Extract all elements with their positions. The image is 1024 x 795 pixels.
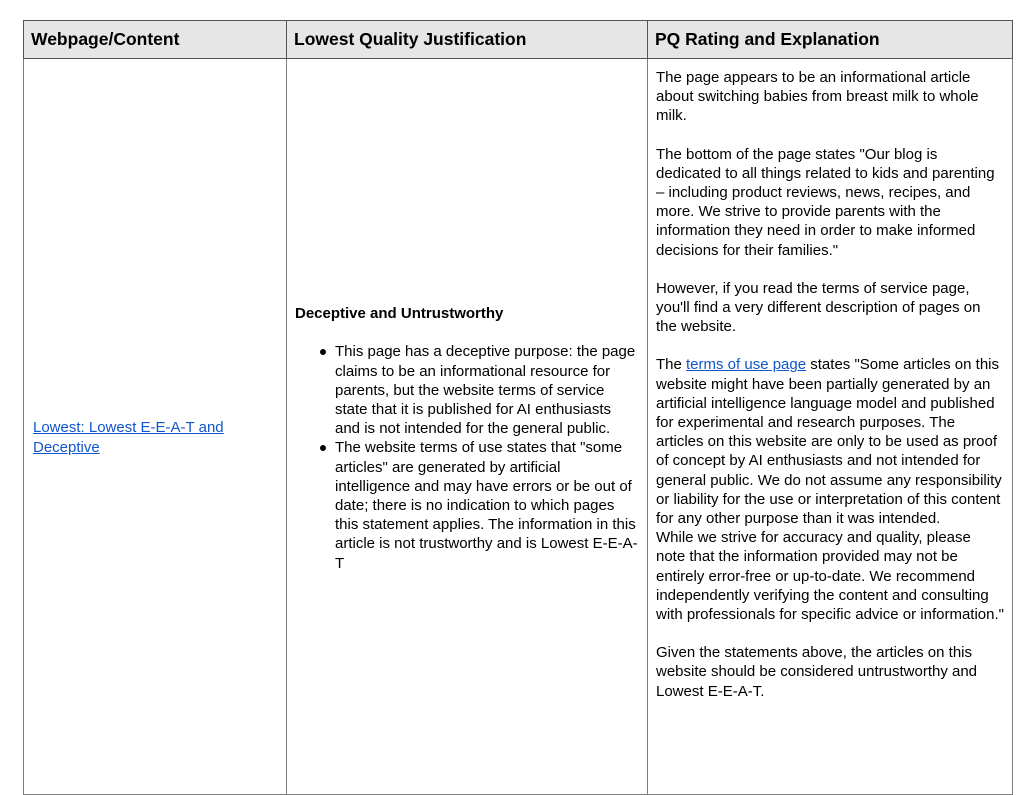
webpage-cell (24, 59, 287, 795)
justification-heading: Deceptive and Untrustworthy (295, 305, 504, 323)
table-row (24, 59, 1013, 795)
terms-quote-continuation: While we strive for accuracy and quality, please note that the information provided may not be entirely error-free or up-to-date. We recommend independently verifying the content and consulting with professionals for specific advice or information." (656, 529, 1004, 624)
justification-cell (287, 59, 648, 795)
terms-quote-text: states "Some articles on this website might have been partially generated by an artificial intelligence language model and published for experimental and research purposes. The articles on this website are only to be used as proof of concept by AI enthusiasts and not intended for general public. We do not assume any responsibility or liability for the use or interpretation of this content for any other purpose than it was intended. (656, 356, 1002, 528)
list-item: The website terms of use states that "some articles" are generated by artificial intelligence and may have errors or be out of date; there is no indication to which pages this statement applies. The information in this article is not trustworthy and is Lowest E-E-A-T (335, 439, 638, 572)
list-item: This page has a deceptive purpose: the page claims to be an informational resource for parents, but the website terms of service state that it is published for AI enthusiasts and is not intended for the general public. (335, 342, 639, 438)
webpage-link[interactable]: Lowest: Lowest E-E-A-T and Deceptive (33, 419, 224, 456)
header-webpage-content: Webpage/Content (24, 21, 287, 59)
terms-of-use-link[interactable]: terms of use page (686, 356, 807, 374)
rating-paragraph-terms-quote (656, 355, 1004, 624)
rating-paragraph-blog-statement: The bottom of the page states "Our blog is dedicated to all things related to kids and parenting – including product reviews, news, recipes, and more. We strive to provide parents with the information they need in order to make informed decisions for their families." (656, 145, 995, 259)
rating-paragraph-intro: The page appears to be an informational article about switching babies from breast milk to whole milk. (656, 69, 979, 125)
content-table (23, 20, 1013, 795)
rating-paragraph-conclusion: Given the statements above, the articles on this website should be considered untrustworthy and Lowest E-E-A-T. (656, 644, 978, 700)
table-header-row (24, 21, 1013, 59)
header-pq-rating-explanation: PQ Rating and Explanation (648, 21, 1013, 59)
terms-quote-prefix: The (656, 356, 687, 374)
rating-paragraph-terms-contrast: However, if you read the terms of service page, you'll find a very different description of pages on the website. (656, 279, 981, 336)
header-lowest-quality-justification: Lowest Quality Justification (287, 21, 648, 59)
justification-list (295, 342, 639, 572)
rating-cell (648, 59, 1013, 795)
